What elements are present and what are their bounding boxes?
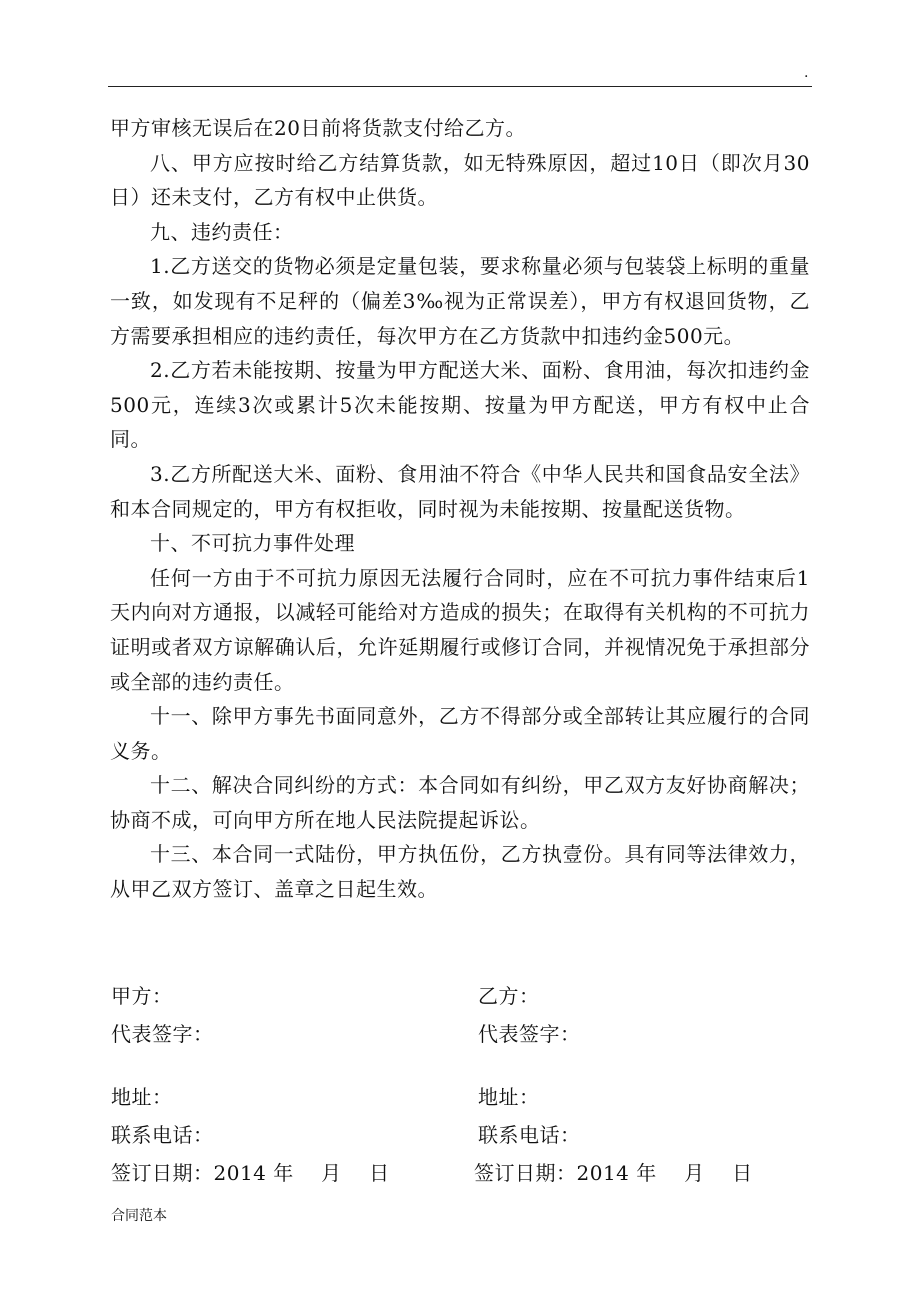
footer-label: 合同范本 — [111, 1208, 167, 1224]
header-marker: . — [804, 65, 809, 81]
paragraph-clause-9-item-1: 1.乙方送交的货物必须是定量包装，要求称量必须与包装袋上标明的重量一致，如发现有不足秤的（偏差3‰视为正常误差），甲方有权退回货物，乙方需要承担相应的违约责任，每次甲方在乙方货款中扣违约金500元。 — [110, 254, 810, 348]
paragraph-payment-review: 甲方审核无误后在20日前将货款支付给乙方。 — [110, 116, 526, 140]
party-b-phone-label: 联系电话： — [478, 1123, 581, 1147]
paragraph-clause-9-item-2: 2.乙方若未能按期、按量为甲方配送大米、面粉、食用油，每次扣违约金500元，连续3次或累计5次未能按期、按量为甲方配送，甲方有权中止合同。 — [110, 358, 810, 452]
party-b-rep-label: 代表签字： — [478, 1022, 581, 1046]
paragraph-clause-12: 十二、解决合同纠纷的方式：本合同如有纠纷，甲乙双方友好协商解决；协商不成，可向甲方所在地人民法院提起诉讼。 — [110, 773, 810, 832]
party-b-label: 乙方： — [478, 984, 540, 1008]
party-a-label: 甲方： — [111, 984, 173, 1008]
party-a-address-label: 地址： — [111, 1085, 173, 1109]
paragraph-clause-9-item-3: 3.乙方所配送大米、面粉、食用油不符合《中华人民共和国食品安全法》和本合同规定的，甲方有权拒收，同时视为未能按期、按量配送货物。 — [110, 461, 810, 521]
party-b-address-label: 地址： — [478, 1085, 540, 1109]
party-b-date-label: 签订日期：2014 年 月 日 — [474, 1161, 753, 1185]
party-a-rep-label: 代表签字： — [111, 1022, 214, 1046]
party-a-phone-label: 联系电话： — [111, 1123, 214, 1147]
paragraph-clause-10-heading: 十、不可抗力事件处理 — [150, 531, 355, 556]
paragraph-clause-9-heading: 九、违约责任： — [150, 219, 294, 244]
contract-body — [110, 111, 810, 907]
paragraph-clause-11: 十一、除甲方事先书面同意外，乙方不得部分或全部转让其应履行的合同义务。 — [110, 704, 810, 763]
paragraph-clause-13: 十三、本合同一式陆份，甲方执伍份，乙方执壹份。具有同等法律效力，从甲乙双方签订、盖章之日起生效。 — [110, 842, 810, 902]
party-a-date-label: 签订日期：2014 年 月 日 — [111, 1161, 390, 1185]
paragraph-clause-8: 八、甲方应按时给乙方结算货款，如无特殊原因，超过10日（即次月30日）还未支付，乙方有权中止供货。 — [110, 150, 810, 210]
paragraph-clause-10-body: 任何一方由于不可抗力原因无法履行合同时，应在不可抗力事件结束后1天内向对方通报，以减轻可能给对方造成的损失；在取得有关机构的不可抗力证明或者双方谅解确认后，允许延期履行或修订合同，并视情况免于承担部分或全部的违约责任。 — [110, 565, 810, 694]
header-rule — [108, 86, 812, 87]
